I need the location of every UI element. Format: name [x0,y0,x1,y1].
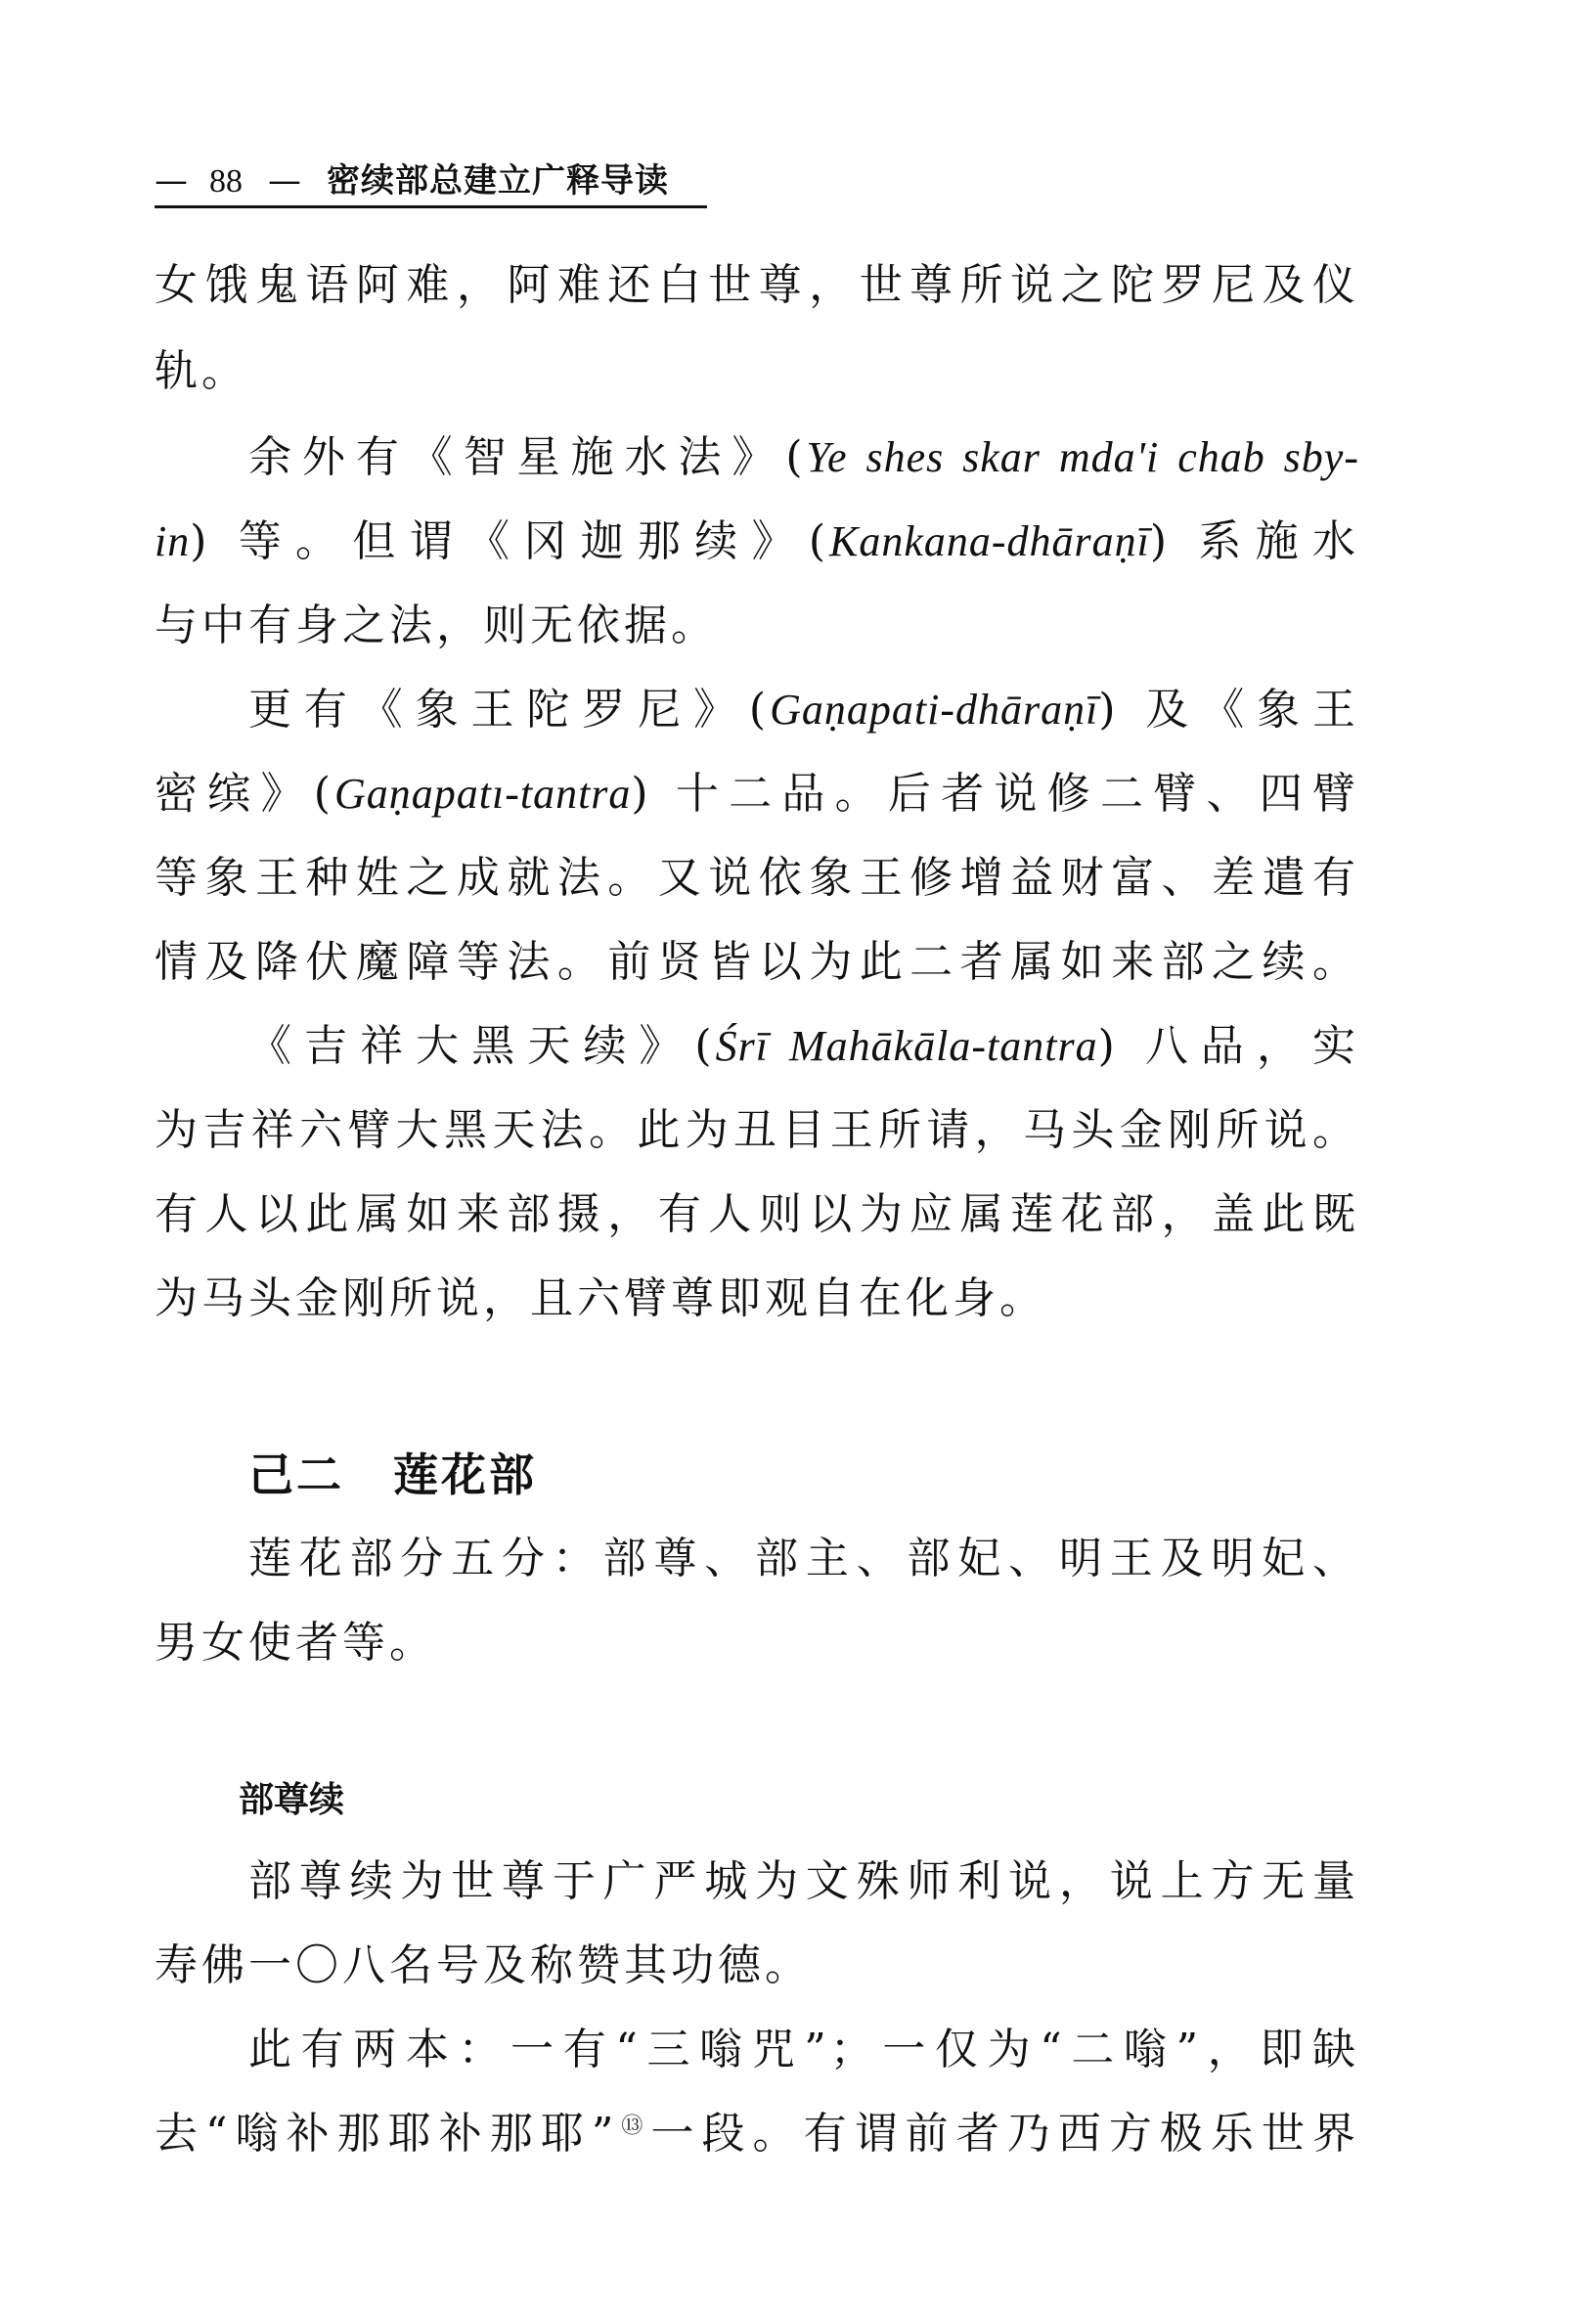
p2-text: 余外有《智星施水法》( [248,432,807,482]
section-heading [248,1446,537,1504]
paragraph-6-line-1: 部尊续为世尊于广严城为文殊师利说，说上方无量 [248,1856,1359,1906]
paragraph-7-line-1: 此有两本：一有“三嗡咒”；一仅为“二嗡”，即缺 [248,2025,1359,2074]
section-title: 莲花部 [393,1448,537,1501]
p2-text-2: ) 等。但谓《冈迦那续》( [190,516,830,566]
paragraph-5-line-2: 男女使者等。 [155,1618,436,1668]
paragraph-1-line-1: 女饿鬼语阿难，阿难还白世尊，世尊所说之陀罗尼及仪 [155,260,1359,310]
p3-text: 更有《象王陀罗尼》( [248,685,771,735]
p2-text-3: ) 系施水 [1149,516,1359,566]
p3-sanskrit-title-2: Gaṇapatı-tantra [333,770,632,818]
p7-text-2: 一段。有谓前者乃西方极乐世界 [650,2109,1359,2159]
paragraph-3-line-3: 等象王种姓之成就法。又说依象王修增益财富、差遣有 [155,853,1359,903]
paragraph-6-line-2: 寿佛一〇八名号及称赞其功德。 [155,1940,812,1990]
p4-sanskrit-title: Śrī Mahākāla-tantra [715,1022,1098,1070]
p4-text-2: ) 八品，实 [1097,1021,1360,1071]
paragraph-3-line-1 [248,681,1359,739]
header-dash-right: — [268,161,301,201]
p2-tibetan-title-end: in [155,517,191,565]
p3-text-3: 密缤》( [155,769,334,819]
paragraph-1-line-2: 轨。 [155,346,248,396]
p3-text-2: ) 及《象王 [1098,685,1359,735]
p7-text: 去“嗡补那耶补那耶” [155,2109,618,2159]
paragraph-4-line-1 [248,1017,1359,1076]
section-number: 己二 [248,1448,344,1501]
paragraph-3-line-4: 情及降伏魔障等法。前贤皆以为此二者属如来部之续。 [155,937,1359,987]
page-number: 88 [209,163,243,200]
paragraph-3-line-2 [155,765,1359,824]
book-title: 密续部总建立广释导读 [327,161,669,201]
header-dash-left: — [155,161,188,201]
paragraph-4-line-2: 为吉祥六臂大黑天法。此为丑目王所请，马头金刚所说。 [155,1105,1359,1155]
p3-sanskrit-title-1: Gaṇapati-dhāraṇī [770,686,1099,734]
paragraph-4-line-4: 为马头金刚所说，且六臂尊即观自在化身。 [155,1273,1046,1323]
p3-text-4: ) 十二品。后者说修二臂、四臂 [631,769,1360,819]
paragraph-2-line-3: 与中有身之法，则无依据。 [155,601,718,650]
p4-text: 《吉祥大黑天续》( [248,1021,716,1071]
paragraph-7-line-2 [155,2105,1359,2163]
footnote-marker: ⑬ [617,2114,651,2139]
running-header [155,156,707,208]
subsection-heading: 部尊续 [239,1780,345,1820]
paragraph-4-line-3: 有人以此属如来部摄，有人则以为应属莲花部，盖此既 [155,1189,1359,1239]
paragraph-5-line-1: 莲花部分五分：部尊、部主、部妃、明王及明妃、 [248,1534,1359,1583]
p2-sanskrit-title: Kankana-dhāraṇī [829,517,1150,565]
p2-tibetan-title: Ye shes skar mda'i chab sby- [806,433,1359,481]
paragraph-2-line-1 [248,428,1359,487]
paragraph-2-line-2 [155,512,1359,571]
